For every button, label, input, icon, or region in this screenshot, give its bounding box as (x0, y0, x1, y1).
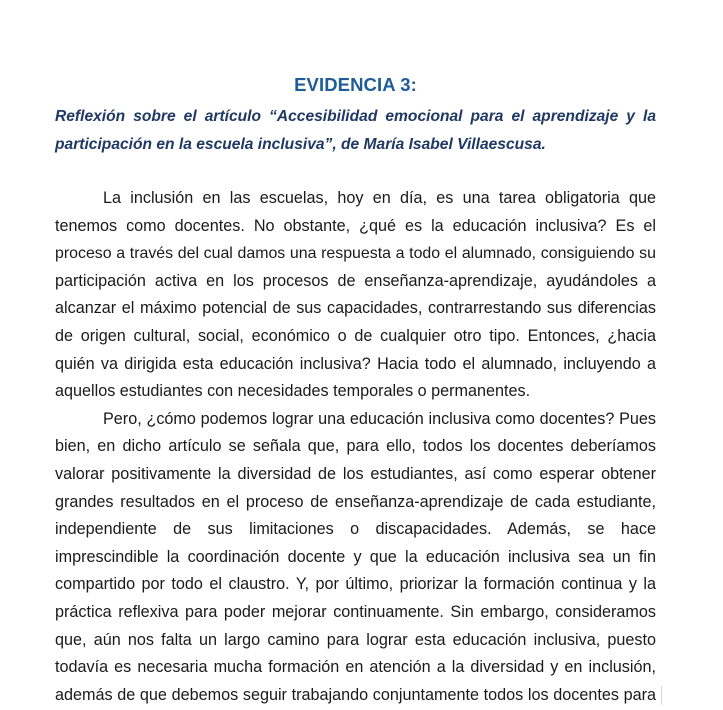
paragraph-line: proceso a través del cual damos una respuesta a todo el alumnado, consiguiendo su (55, 245, 656, 263)
document-subtitle (55, 103, 656, 159)
paragraph-2 (55, 406, 656, 710)
paragraph-line: bien, en dicho artículo se señala que, para ello, todos los docentes deberíamos (55, 437, 656, 456)
paragraph-line: compartido por todo el claustro. Y, por último, priorizar la formación continua y la (55, 575, 656, 594)
paragraph-line: independiente de sus limitaciones o discapacidades. Además, se hace (55, 520, 656, 539)
paragraph-line: que, aún nos falta un largo camino para lograr esta educación inclusiva, puesto (55, 630, 656, 649)
paragraph-line: Pero, ¿cómo podemos lograr una educación inclusiva como docentes? Pues (103, 409, 656, 428)
paragraph-line: La inclusión en las escuelas, hoy en día, es una tarea obligatoria que (103, 189, 656, 207)
document-title: EVIDENCIA 3: (294, 74, 417, 95)
paragraph-line: aquellos estudiantes con necesidades temporales o permanentes. (55, 382, 531, 401)
paragraph-line: alcanzar el máximo potencial de sus capacidades, contrarrestando sus diferencias (55, 299, 656, 318)
document-body (55, 185, 656, 709)
paragraph-line: valorar positivamente la diversidad de los estudiantes, así como esperar obtener (55, 464, 656, 483)
paragraph-line: además de que debemos seguir trabajando conjuntamente todos los docentes para (55, 685, 656, 704)
paragraph-line: quién va dirigida esta educación inclusiva? Hacia todo el alumnado, incluyendo a (55, 354, 656, 373)
paragraph-line: de origen cultural, social, económico o de cualquier otro tipo. Entonces, ¿hacia (55, 326, 656, 345)
subtitle-line: Reflexión sobre el artículo “Accesibilidad emocional para el aprendizaje y la (55, 108, 656, 125)
paragraph-line: práctica reflexiva para poder mejorar continuamente. Sin embargo, consideramos (55, 602, 656, 621)
paragraph-1 (55, 185, 656, 406)
paragraph-line: tenemos como docentes. No obstante, ¿qué es la educación inclusiva? Es el (55, 216, 656, 235)
paragraph-line: todavía es necesaria mucha formación en atención a la diversidad y en inclusión, (55, 658, 656, 677)
subtitle-line: participación en la escuela inclusiva”, de María Isabel Villaescusa. (55, 136, 546, 153)
paragraph-line: imprescindible la coordinación docente y que la educación inclusiva sea un fin (55, 547, 656, 566)
paragraph-line: grandes resultados en el proceso de enseñanza-aprendizaje de cada estudiante, (55, 492, 656, 511)
paragraph-line: participación activa en los procesos de enseñanza-aprendizaje, ayudándoles a (55, 271, 656, 290)
text-cursor (661, 686, 662, 705)
